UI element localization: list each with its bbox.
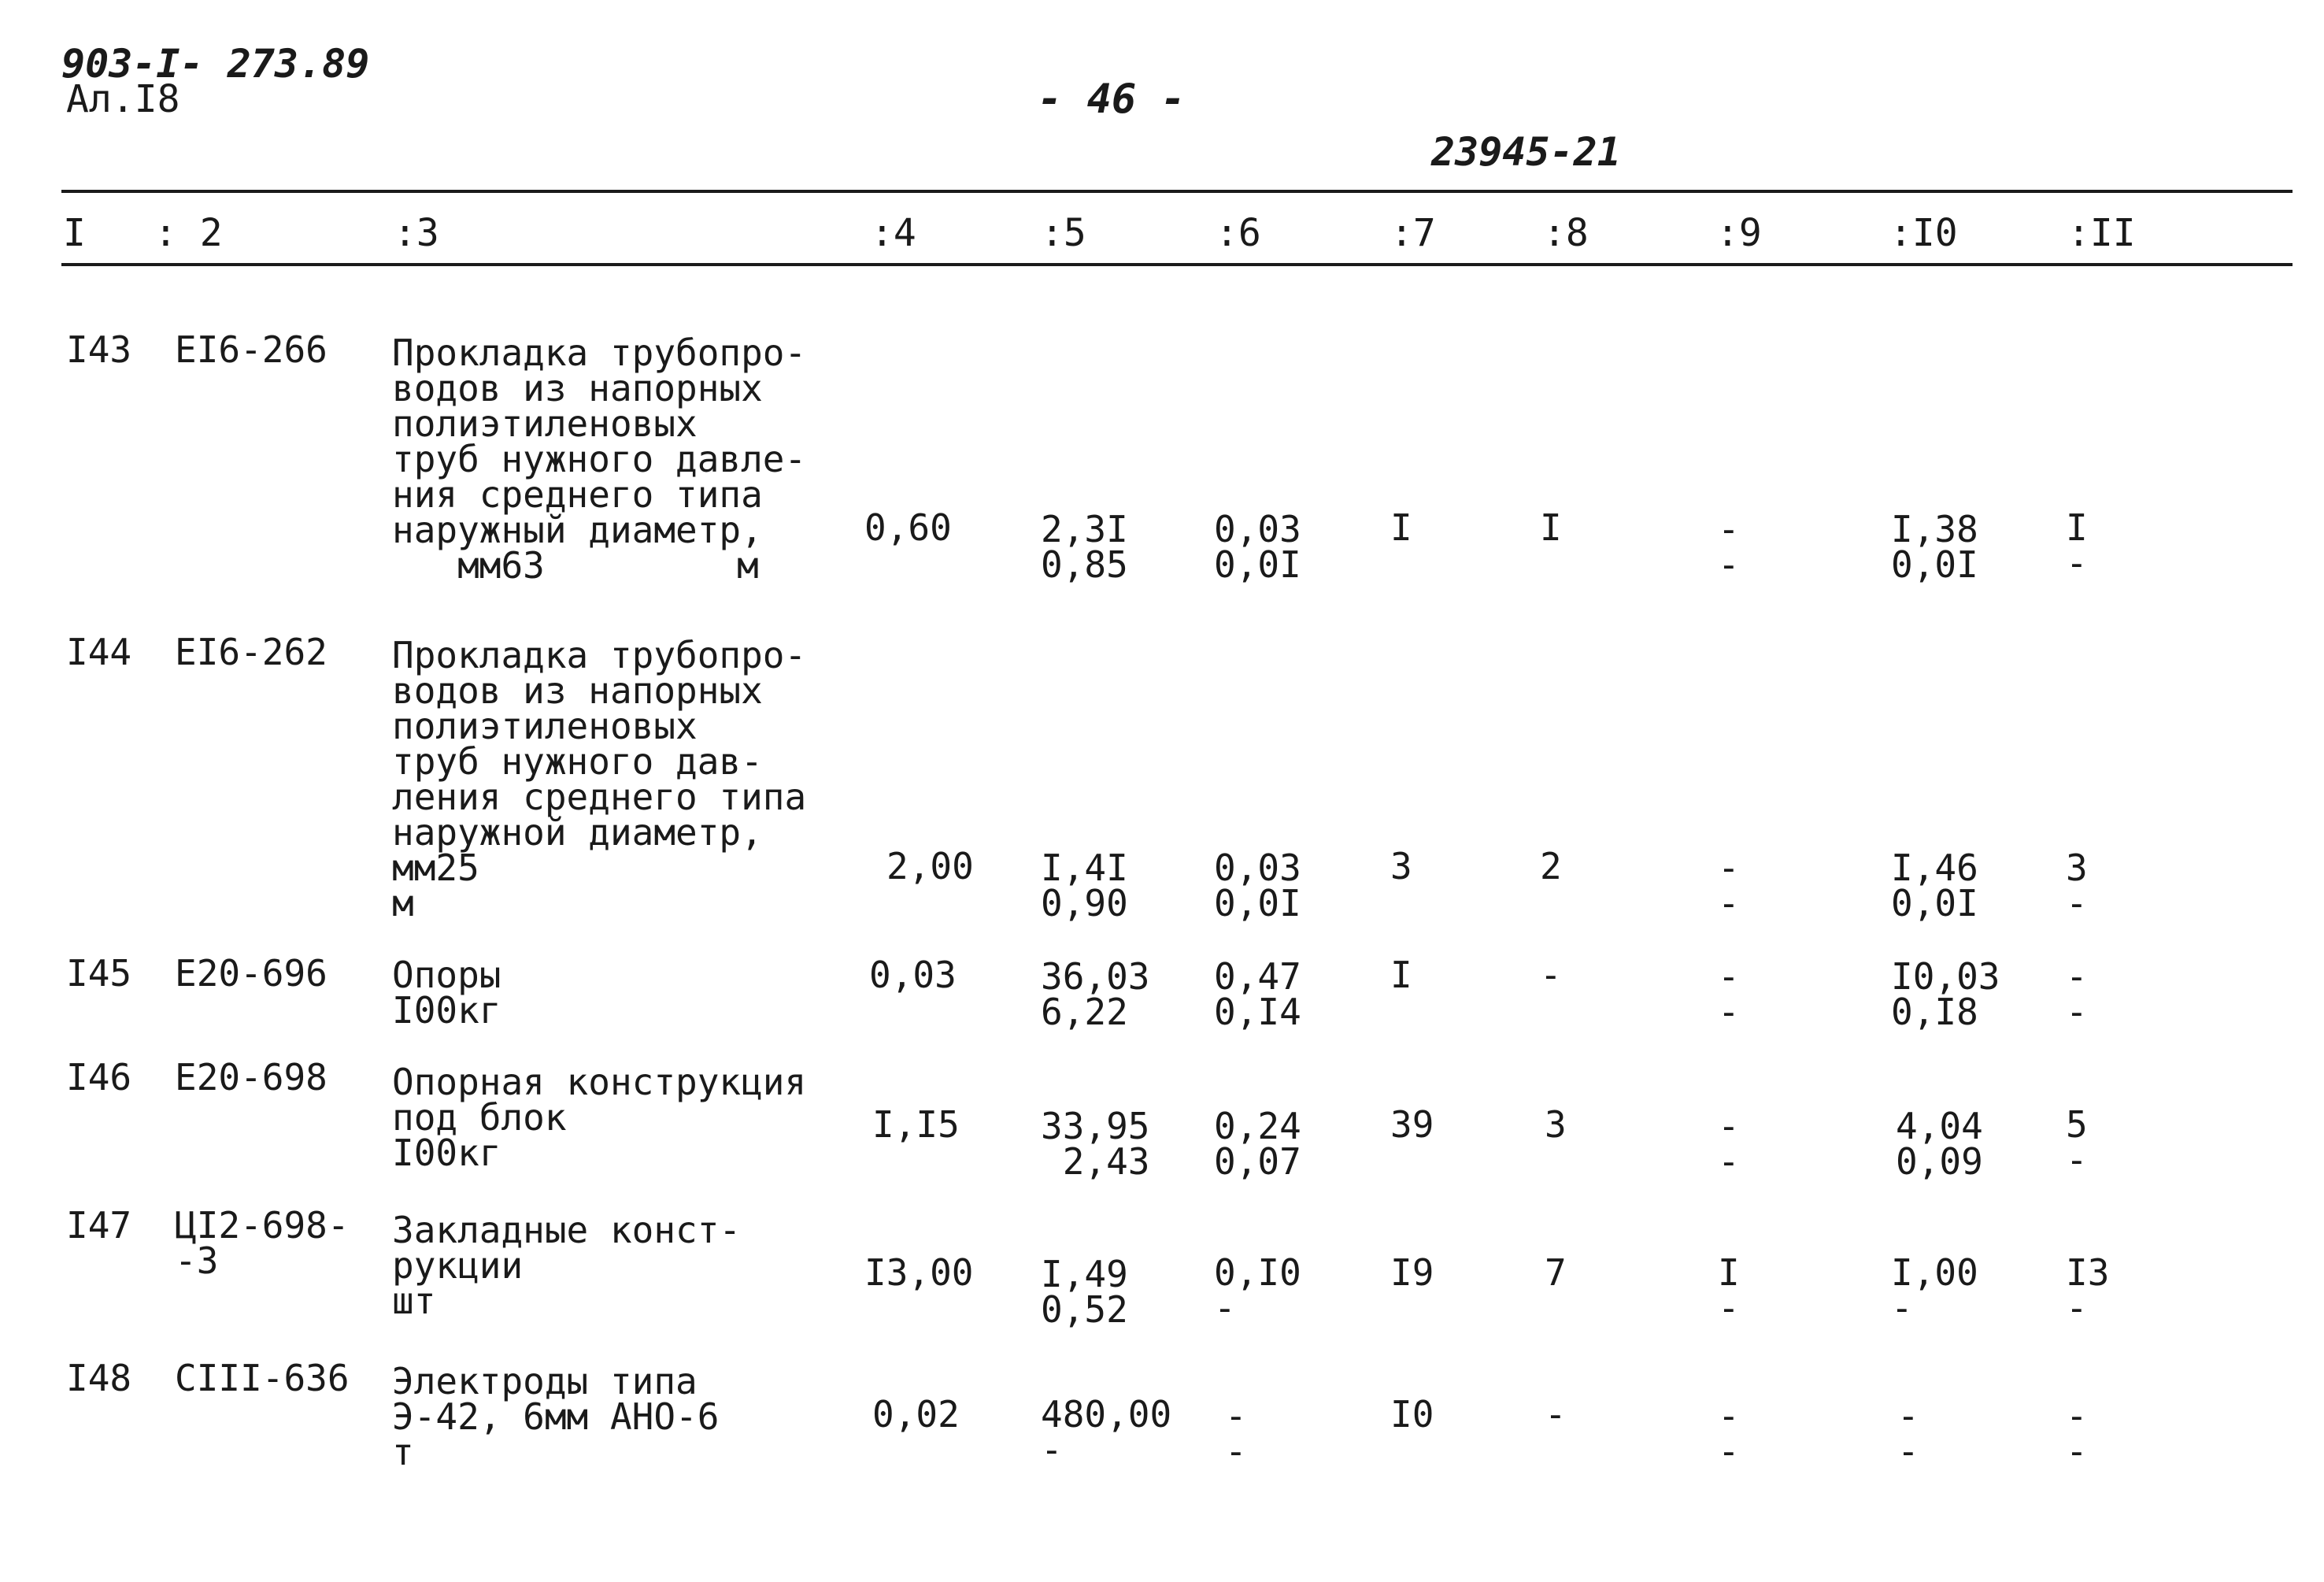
- cell-col-4: 0,60: [864, 506, 952, 549]
- cell-col-4: I,I5: [872, 1103, 960, 1146]
- row-description: Прокладка трубопро- водов из напорных полиэтиленовых труб нужного дав- ления среднего типа наружной диаметр, мм25 м: [392, 634, 807, 924]
- cell-col-6: 0,I0 -: [1214, 1251, 1301, 1329]
- cell-col-9: - -: [1718, 847, 1740, 924]
- cell-col-10: 4,04 0,09: [1896, 1105, 1983, 1183]
- cell-col-8: 7: [1545, 1251, 1567, 1294]
- column-header-6: :6: [1216, 211, 1261, 255]
- cell-col-5: 480,00 -: [1041, 1393, 1172, 1471]
- cell-col-10: - -: [1897, 1395, 1919, 1473]
- cell-col-6: 0,03 0,0I: [1214, 508, 1301, 586]
- column-header-10: :I0: [1889, 211, 1958, 255]
- cell-col-7: 3: [1390, 845, 1412, 887]
- column-header-2: : 2: [154, 211, 223, 255]
- column-header-1: I: [63, 211, 86, 255]
- cell-col-4: I3,00: [864, 1251, 974, 1294]
- header-bottom-rule: [61, 263, 2293, 266]
- cell-col-7: I: [1390, 506, 1412, 549]
- cell-col-7: I0: [1390, 1393, 1434, 1436]
- cell-col-7: I: [1390, 954, 1412, 996]
- cell-col-7: I9: [1390, 1251, 1434, 1294]
- row-code: EI6-266: [175, 328, 328, 371]
- document-code: 903-I- 273.89: [61, 41, 370, 87]
- page-number: - 46 -: [1038, 76, 1186, 123]
- column-header-8: :8: [1543, 211, 1589, 255]
- cell-col-6: 0,47 0,I4: [1214, 955, 1301, 1033]
- cell-col-10: I,38 0,0I: [1891, 508, 1978, 586]
- row-code: ЦI2-698- -3: [175, 1204, 350, 1282]
- cell-col-8: 3: [1545, 1103, 1567, 1146]
- cell-col-10: I,46 0,0I: [1891, 847, 1978, 924]
- cell-col-7: 39: [1390, 1103, 1434, 1146]
- cell-col-11: 5 -: [2066, 1103, 2088, 1181]
- cell-col-11: I -: [2066, 506, 2088, 584]
- row-number: I44: [66, 631, 132, 673]
- row-description: Опорная конструкция под блок I00кг: [392, 1061, 807, 1174]
- row-code: E20-698: [175, 1056, 328, 1099]
- cell-col-8: -: [1540, 954, 1562, 996]
- row-description: Электроды типа Э-42, 6мм АНО-6 т: [392, 1360, 720, 1473]
- column-header-5: :5: [1041, 211, 1086, 255]
- cell-col-5: 33,95 2,43: [1041, 1105, 1150, 1183]
- column-header-11: :II: [2067, 211, 2136, 255]
- cell-col-5: 36,03 6,22: [1041, 955, 1150, 1033]
- row-description: Прокладка трубопро- водов из напорных полиэтиленовых труб нужного давле- ния среднего типа наружный диаметр, мм63: [392, 332, 807, 587]
- cell-col-8: 2: [1540, 845, 1562, 887]
- inventory-number: 23945-21: [1431, 129, 1621, 175]
- cell-col-6: 0,03 0,0I: [1214, 847, 1301, 924]
- cell-col-5: I,4I 0,90: [1041, 847, 1128, 924]
- column-header-7: :7: [1390, 211, 1436, 255]
- cell-col-9: - -: [1718, 1105, 1740, 1183]
- cell-col-11: - -: [2066, 955, 2088, 1033]
- row-code: E20-696: [175, 952, 328, 995]
- row-number: I46: [66, 1056, 132, 1099]
- cell-col-10: I0,03 0,I8: [1891, 955, 2000, 1033]
- row-description: Опоры I00кг: [392, 954, 501, 1032]
- row-description: Закладные конст- рукции шт: [392, 1209, 742, 1322]
- sheet-label: Ал.I8: [66, 77, 180, 121]
- row-number: I43: [66, 328, 132, 371]
- row-code: CIII-636: [175, 1357, 350, 1399]
- cell-col-11: 3 -: [2066, 847, 2088, 924]
- cell-col-4: 2,00: [886, 845, 974, 887]
- cell-col-9: - -: [1718, 1395, 1740, 1473]
- cell-col-8: -: [1545, 1393, 1567, 1436]
- cell-col-11: - -: [2066, 1395, 2088, 1473]
- cell-col-11: I3 -: [2066, 1251, 2110, 1329]
- row-unit: м: [737, 544, 759, 587]
- cell-col-5: 2,3I 0,85: [1041, 508, 1128, 586]
- column-header-3: :3: [394, 211, 439, 255]
- cell-col-6: - -: [1225, 1395, 1247, 1473]
- cell-col-8: I: [1540, 506, 1562, 549]
- row-number: I47: [66, 1204, 132, 1247]
- column-header-9: :9: [1716, 211, 1762, 255]
- cell-col-6: 0,24 0,07: [1214, 1105, 1301, 1183]
- column-header-4: :4: [871, 211, 916, 255]
- row-code: EI6-262: [175, 631, 328, 673]
- cell-col-4: 0,02: [872, 1393, 960, 1436]
- cell-col-9: - -: [1718, 955, 1740, 1033]
- header-top-rule: [61, 190, 2293, 193]
- cell-col-4: 0,03: [869, 954, 957, 996]
- row-number: I45: [66, 952, 132, 995]
- row-number: I48: [66, 1357, 132, 1399]
- cell-col-9: I -: [1718, 1251, 1740, 1329]
- cell-col-5: I,49 0,52: [1041, 1253, 1128, 1331]
- cell-col-10: I,00 -: [1891, 1251, 1978, 1329]
- cell-col-9: - -: [1718, 508, 1740, 586]
